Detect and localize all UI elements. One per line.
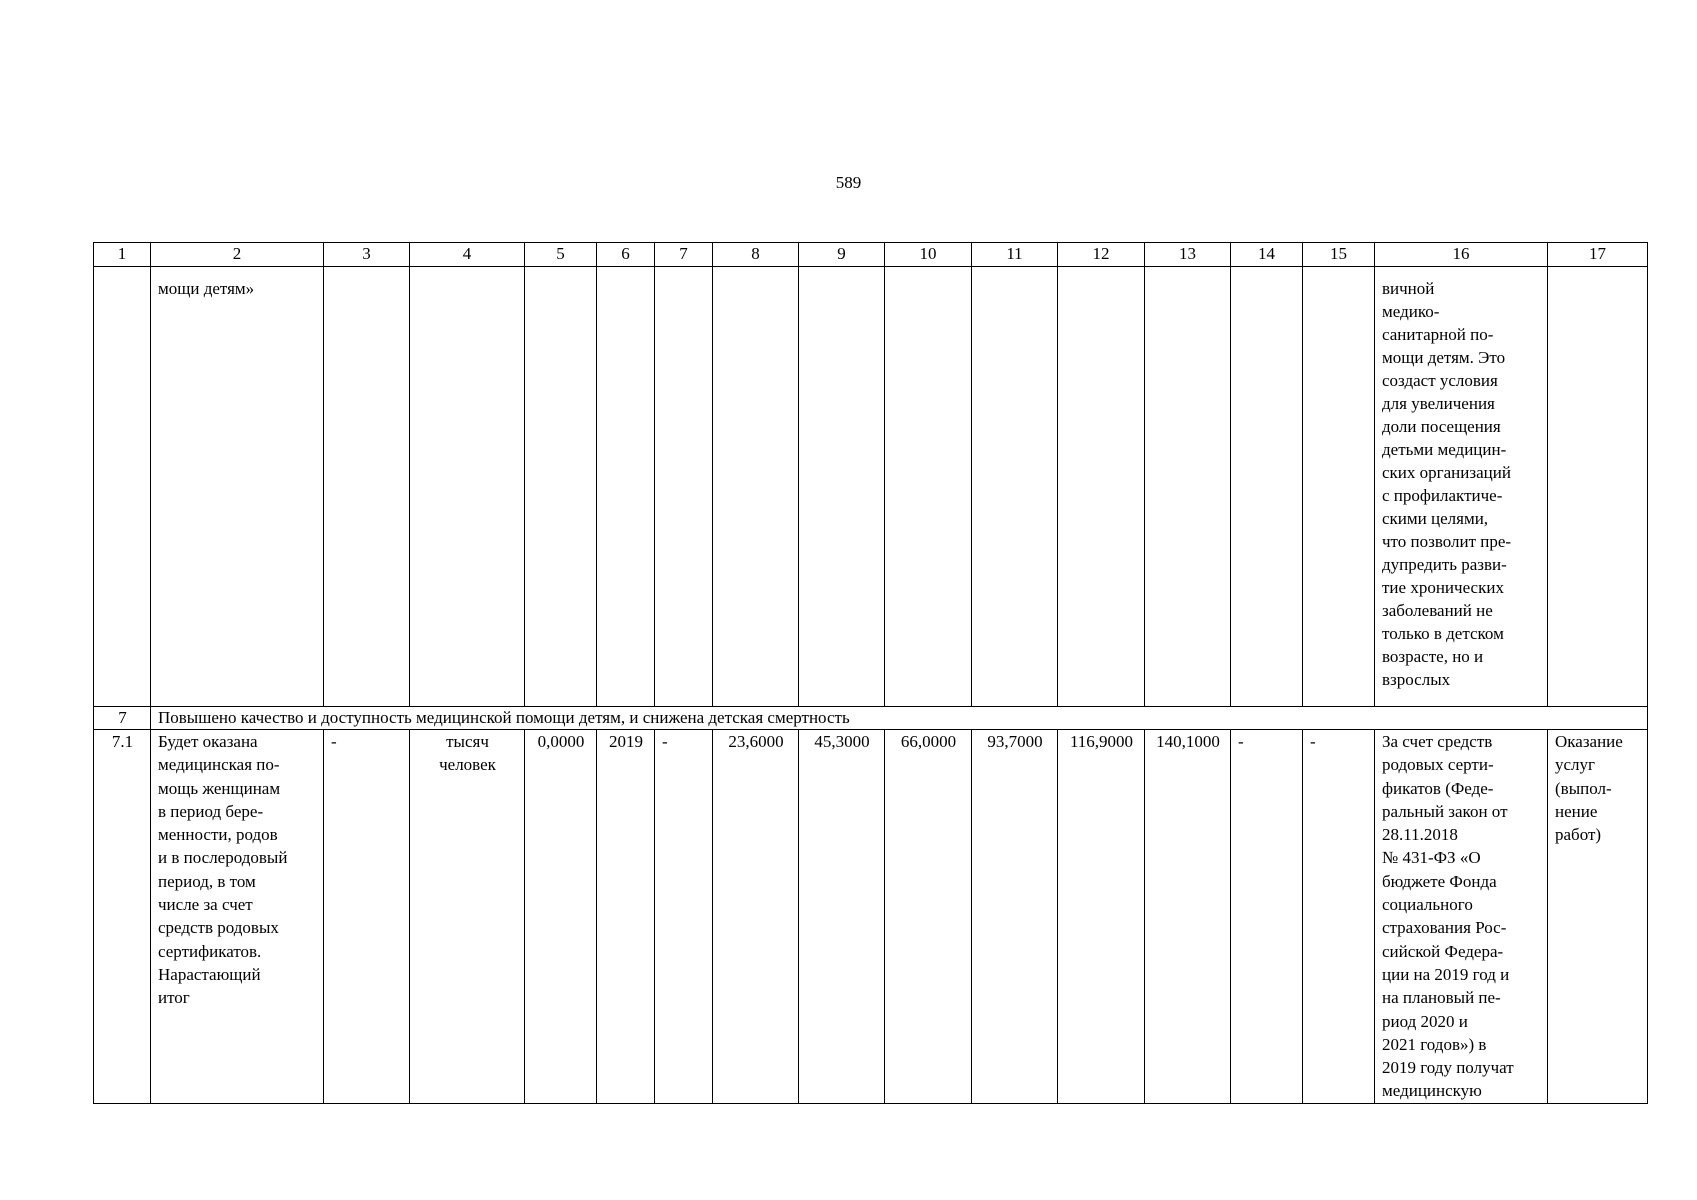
cell-base-value: 0,0000 [525,730,597,1104]
section-title: Повышено качество и доступность медицинской помощи детям, и снижена детская смертность [151,707,1648,730]
text-line: в период бере- [158,801,264,821]
text-line: родовых серти- [1382,755,1494,775]
cell [1231,267,1303,707]
text-line: Оказание [1555,732,1623,751]
header-cell: 1 [94,243,151,267]
section-row [94,707,1648,730]
cell-value-2022: 93,7000 [972,730,1058,1104]
text-line: (выпол- [1555,778,1612,798]
text-line: фикатов (Феде- [1382,778,1494,798]
cell-base-year: 2019 [597,730,655,1104]
cell [655,267,713,707]
cell-value-2023: 116,9000 [1058,730,1145,1104]
cell-col7: - [655,730,713,1104]
text-line: средств родовых [158,918,279,938]
text-line: что позволит пре- [1382,532,1512,551]
text-line: ских организаций [1382,463,1511,482]
continuation-row [94,267,1648,707]
cell-col3: - [324,730,410,1104]
text-line: сийской Федера- [1382,941,1504,961]
cell [525,267,597,707]
header-cell: 2 [151,243,324,267]
header-cell: 5 [525,243,597,267]
text-line: период, в том [158,871,256,891]
cell [324,267,410,707]
cell-description: мощи детям» [151,267,324,707]
text-line: и в послеродовый [158,848,288,868]
cell [1303,267,1375,707]
text-line: работ) [1555,825,1602,845]
header-cell: 16 [1375,243,1548,267]
header-cell: 17 [1548,243,1648,267]
text-line: нение [1555,801,1598,821]
text-line: медико- [1382,302,1440,321]
text-line: социального [1382,895,1473,915]
text-line: Нарастающий [158,964,261,984]
text-line: числе за счет [158,895,253,915]
cell-value-2024: 140,1000 [1145,730,1231,1104]
cell [799,267,885,707]
text-line: вичной [1382,279,1435,298]
cell-value-2019: 23,6000 [713,730,799,1104]
cell [713,267,799,707]
text-line: на плановый пе- [1382,988,1501,1008]
text-line: доли посещения [1382,417,1501,436]
header-cell: 6 [597,243,655,267]
header-cell: 15 [1303,243,1375,267]
text-line: для увеличения [1382,394,1495,413]
text-line: человек [439,755,496,775]
header-row [94,243,1648,267]
cell-unit [410,730,525,1104]
document-table [93,242,1648,1104]
header-cell: 4 [410,243,525,267]
text-line: создаст условия [1382,371,1498,390]
cell [410,267,525,707]
text-line: санитарной по- [1382,325,1494,344]
text-line: взрослых [1382,670,1451,689]
header-cell: 7 [655,243,713,267]
text-line: услуг [1555,755,1596,775]
cell-comment [1375,730,1548,1104]
cell-work-type [1548,730,1648,1104]
text-line: заболеваний не [1382,601,1493,620]
text-line: бюджете Фонда [1382,871,1497,891]
text-line: медицинскую [1382,1081,1482,1101]
text-line: мощь женщинам [158,778,281,798]
row-number: 7.1 [94,730,151,1104]
text-line: № 431-ФЗ «О [1382,848,1481,868]
text-line: 2019 году получат [1382,1058,1514,1078]
cell [1058,267,1145,707]
cell-value-2021: 66,0000 [885,730,972,1104]
header-cell: 9 [799,243,885,267]
text-line: медицинская по- [158,755,280,775]
text-line: возрасте, но и [1382,647,1484,666]
text-line: сертификатов. [158,941,262,961]
text-line: итог [158,988,190,1008]
cell-value-2020: 45,3000 [799,730,885,1104]
header-cell: 12 [1058,243,1145,267]
cell-col15: - [1303,730,1375,1104]
cell-description [151,730,324,1104]
section-number: 7 [94,707,151,730]
cell [597,267,655,707]
cell [972,267,1058,707]
text-line: страхования Рос- [1382,918,1507,938]
table-row [94,730,1648,1104]
text-line: менности, родов [158,825,278,845]
text-line: дупредить разви- [1382,555,1507,574]
text-line: скими целями, [1382,509,1489,528]
header-cell: 10 [885,243,972,267]
text-line: тысяч [446,732,489,751]
text-line: с профилактиче- [1382,486,1503,505]
text-line: ции на 2019 год и [1382,964,1510,984]
text-line: 2021 годов») в [1382,1034,1487,1054]
cell [1145,267,1231,707]
text-line: Будет оказана [158,732,258,751]
text-line: 28.11.2018 [1382,825,1458,845]
cell-comment [1375,267,1548,707]
text-line: риод 2020 и [1382,1011,1468,1031]
text-line: только в детском [1382,624,1504,643]
cell [885,267,972,707]
header-cell: 8 [713,243,799,267]
text-line: За счет средств [1382,732,1493,751]
page-number: 589 [835,173,862,192]
text-line: детьми медицин- [1382,440,1507,459]
header-cell: 14 [1231,243,1303,267]
header-cell: 11 [972,243,1058,267]
cell [1548,267,1648,707]
cell [94,267,151,707]
text-line: мощи детям. Это [1382,348,1506,367]
text-line: ральный закон от [1382,801,1508,821]
header-cell: 3 [324,243,410,267]
header-cell: 13 [1145,243,1231,267]
cell-col14: - [1231,730,1303,1104]
text-line: тие хронических [1382,578,1504,597]
